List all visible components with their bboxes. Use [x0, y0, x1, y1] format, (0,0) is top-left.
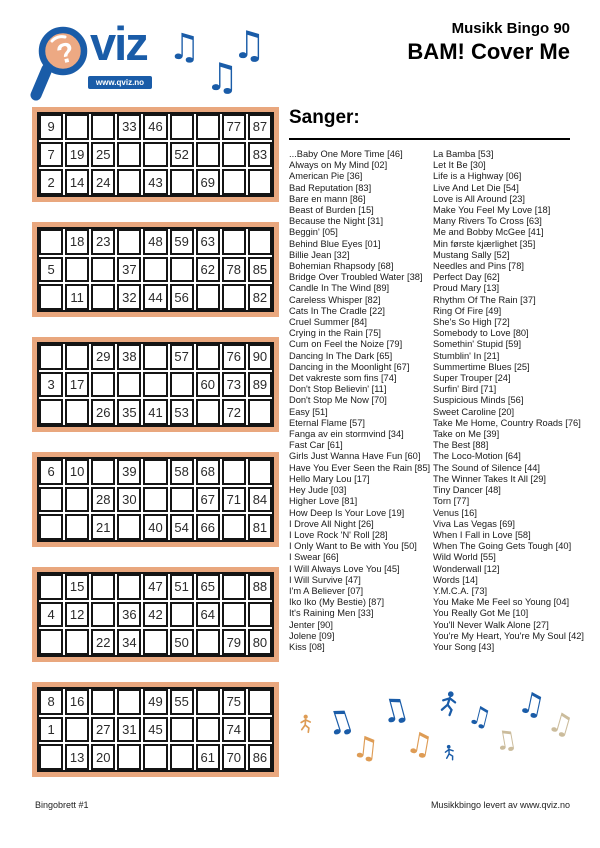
song-item: Stumblin' In [21] [433, 350, 500, 361]
song-item: Fanga av ein stormvind [34] [289, 429, 404, 440]
bingo-cell-empty [248, 229, 272, 255]
song-item: Candle In The Wind [89] [289, 283, 390, 294]
bingo-cell: 32 [117, 284, 141, 310]
song-item: Take Me Home, Country Roads [76] [433, 417, 581, 428]
song-item: When The Going Gets Tough [40] [433, 541, 572, 552]
bingo-cell: 29 [91, 344, 115, 370]
music-note-icon: ♫ [350, 729, 381, 768]
bingo-cell-empty [117, 229, 141, 255]
bingo-cell: 86 [248, 744, 272, 770]
song-item: Take on Me [39] [433, 429, 500, 440]
bingo-cell-empty [91, 602, 115, 628]
bingo-cell-empty [222, 514, 246, 540]
bingo-cell-empty [222, 142, 246, 168]
bingo-cell: 66 [196, 514, 220, 540]
song-item: I Will Survive [47] [289, 574, 361, 585]
bingo-cell: 63 [196, 229, 220, 255]
music-note-icon: ♫ [544, 704, 578, 743]
bingo-cell-empty [91, 574, 115, 600]
bingo-cell-empty [170, 744, 194, 770]
bingo-cell: 19 [65, 142, 89, 168]
bingo-cell: 54 [170, 514, 194, 540]
song-item: Proud Mary [13] [433, 283, 500, 294]
song-item: Summertime Blues [25] [433, 361, 530, 372]
bingo-cell: 1 [39, 717, 63, 743]
bingo-cell-empty [39, 229, 63, 255]
bingo-cell-empty [65, 114, 89, 140]
song-item: Needles and Pins [78] [433, 261, 524, 272]
bingo-cell: 17 [65, 372, 89, 398]
song-item: Mustang Sally [52] [433, 249, 510, 260]
song-item: Bohemian Rhapsody [68] [289, 261, 394, 272]
bingo-cell: 14 [65, 169, 89, 195]
bingo-cell: 33 [117, 114, 141, 140]
song-item: Y.M.C.A. [73] [433, 585, 488, 596]
song-item: I'm A Believer [07] [289, 585, 364, 596]
bingo-cell: 31 [117, 717, 141, 743]
song-item: Tiny Dancer [48] [433, 485, 501, 496]
song-item: Live And Let Die [54] [433, 182, 519, 193]
series-title: Musikk Bingo 90 [451, 20, 570, 37]
bingo-cell-empty [65, 487, 89, 513]
song-item: The Winner Takes It All [29] [433, 473, 546, 484]
bingo-cell-empty [143, 459, 167, 485]
dancer-icon [297, 713, 314, 737]
bingo-cell: 44 [143, 284, 167, 310]
song-item: Your Song [43] [433, 641, 495, 652]
bingo-cell-empty [196, 142, 220, 168]
music-note-icon: ♫ [205, 55, 240, 99]
bingo-cell-empty [170, 487, 194, 513]
bingo-grid-4 [32, 452, 279, 547]
song-item: Hello Mary Lou [17] [289, 473, 370, 484]
bingo-cell-empty [170, 372, 194, 398]
bingo-cell-empty [196, 689, 220, 715]
dancer-icon [441, 743, 458, 766]
music-note-icon: ♫ [319, 699, 359, 745]
bingo-cell: 22 [91, 629, 115, 655]
song-item: Beggin' [05] [289, 227, 338, 238]
song-item: Somethin' Stupid [59] [433, 339, 522, 350]
bingo-cell-empty [170, 169, 194, 195]
bingo-cell: 75 [222, 689, 246, 715]
bingo-cell: 76 [222, 344, 246, 370]
bingo-cell-empty [143, 487, 167, 513]
bingo-cell-empty [222, 229, 246, 255]
bingo-cell: 87 [248, 114, 272, 140]
song-item: Fast Car [61] [289, 440, 343, 451]
bingo-cell-empty [91, 689, 115, 715]
bingo-cell-empty [39, 629, 63, 655]
bingo-cell: 45 [143, 717, 167, 743]
bingo-cell: 52 [170, 142, 194, 168]
song-item: Jenter [90] [289, 619, 333, 630]
bingo-cell: 90 [248, 344, 272, 370]
music-note-icon: ♫ [464, 699, 495, 735]
bingo-cell: 41 [143, 399, 167, 425]
song-item: Eternal Flame [57] [289, 417, 365, 428]
song-item: I Swear [66] [289, 552, 339, 563]
bingo-cell-empty [117, 169, 141, 195]
bingo-cell: 37 [117, 257, 141, 283]
song-item: Words [14] [433, 574, 478, 585]
bingo-cell: 58 [170, 459, 194, 485]
bingo-cell: 60 [196, 372, 220, 398]
song-item: Ring Of Fire [49] [433, 305, 502, 316]
song-item: Det vakreste som fins [74] [289, 373, 397, 384]
song-item: Bad Reputation [83] [289, 182, 372, 193]
song-item: Don't Stop Believin' [11] [289, 384, 387, 395]
bingo-grid-2 [32, 222, 279, 317]
song-item: When I Fall in Love [58] [433, 529, 531, 540]
sheet-titles [407, 20, 570, 65]
song-item: Viva Las Vegas [69] [433, 518, 516, 529]
bingo-cell: 50 [170, 629, 194, 655]
song-item: Cats In The Cradle [22] [289, 305, 385, 316]
bingo-cell: 7 [39, 142, 63, 168]
bingo-cell: 12 [65, 602, 89, 628]
song-item: Make You Feel My Love [18] [433, 205, 551, 216]
bingo-cell-empty [222, 574, 246, 600]
bingo-cell: 83 [248, 142, 272, 168]
song-item: Suspicious Minds [56] [433, 395, 524, 406]
bingo-grid-6 [32, 682, 279, 777]
bingo-cell-empty [196, 284, 220, 310]
bingo-grid-1 [32, 107, 279, 202]
song-item: Hey Jude [03] [289, 485, 347, 496]
bingo-cell-empty [222, 602, 246, 628]
music-note-icon: ♫ [232, 23, 267, 67]
bingo-cell-empty [39, 284, 63, 310]
sheet-title: BAM! Cover Me [407, 39, 570, 64]
song-item: Beast of Burden [15] [289, 205, 374, 216]
bingo-cell-empty [170, 114, 194, 140]
song-item: You're My Heart, You're My Soul [42] [433, 630, 585, 641]
song-item: La Bamba [53] [433, 149, 494, 159]
bingo-cell-empty [248, 169, 272, 195]
dancer-icon [436, 689, 460, 721]
bingo-cell-empty [248, 459, 272, 485]
bingo-cell-empty [143, 142, 167, 168]
bingo-cell-empty [117, 689, 141, 715]
bingo-cell: 81 [248, 514, 272, 540]
song-item: I Only Want to Be with You [50] [289, 541, 417, 552]
bingo-cell: 34 [117, 629, 141, 655]
bingo-cell: 20 [91, 744, 115, 770]
bingo-cell: 5 [39, 257, 63, 283]
song-item: Me and Bobby McGee [41] [433, 227, 544, 238]
bingo-cell-empty [117, 142, 141, 168]
bingo-cell: 74 [222, 717, 246, 743]
bingo-cell: 55 [170, 689, 194, 715]
bingo-cell: 23 [91, 229, 115, 255]
bingo-cell: 18 [65, 229, 89, 255]
song-item: Cum on Feel the Noize [79] [289, 339, 403, 350]
bingo-cell-empty [39, 344, 63, 370]
bingo-cell: 27 [91, 717, 115, 743]
bingo-cell: 40 [143, 514, 167, 540]
bingo-cell-empty [248, 717, 272, 743]
song-item: Perfect Day [62] [433, 272, 500, 283]
song-item: Iko Iko (My Bestie) [87] [289, 597, 385, 608]
music-note-icon: ♫ [403, 724, 436, 765]
bingo-cell-empty [222, 284, 246, 310]
bingo-cell: 72 [222, 399, 246, 425]
bingo-cell: 51 [170, 574, 194, 600]
bingo-cell: 61 [196, 744, 220, 770]
bingo-cell: 73 [222, 372, 246, 398]
bingo-cell: 89 [248, 372, 272, 398]
bingo-cell: 88 [248, 574, 272, 600]
bingo-cell: 38 [117, 344, 141, 370]
song-item: Cruel Summer [84] [289, 317, 368, 328]
bingo-cell-empty [143, 372, 167, 398]
song-item: I Will Always Love You [45] [289, 563, 400, 574]
bingo-cell: 24 [91, 169, 115, 195]
bingo-cell-empty [91, 257, 115, 283]
bingo-cell-empty [248, 602, 272, 628]
songs-divider [289, 138, 570, 140]
bingo-cell-empty [65, 717, 89, 743]
bingo-cell: 65 [196, 574, 220, 600]
music-note-icon: ♫ [491, 724, 520, 758]
bingo-cell: 25 [91, 142, 115, 168]
song-item: I Drove All Night [26] [289, 518, 374, 529]
song-item: Let It Be [30] [433, 160, 486, 171]
bingo-cell: 8 [39, 689, 63, 715]
song-item: The Sound of Silence [44] [433, 462, 540, 473]
song-item: Life is a Highway [06] [433, 171, 522, 182]
bingo-cell: 9 [39, 114, 63, 140]
bingo-cell-empty [91, 114, 115, 140]
song-item: Bare en mann [86] [289, 193, 366, 204]
song-list-col1 [289, 149, 432, 653]
magnifier-icon [30, 25, 96, 103]
bingo-cell-empty [222, 169, 246, 195]
bingo-cell-empty [39, 574, 63, 600]
song-item: Super Trouper [24] [433, 373, 511, 384]
svg-text:?: ? [53, 35, 78, 71]
bingo-cell: 4 [39, 602, 63, 628]
bingo-cell: 79 [222, 629, 246, 655]
bingo-cell: 39 [117, 459, 141, 485]
bingo-cell: 70 [222, 744, 246, 770]
bingo-cell: 62 [196, 257, 220, 283]
bingo-cell-empty [196, 629, 220, 655]
footer-credit: Musikkbingo levert av www.qviz.no [430, 800, 570, 810]
bingo-cell: 53 [170, 399, 194, 425]
song-item: Billie Jean [32] [289, 249, 350, 260]
bingo-cell-empty [143, 744, 167, 770]
song-item: Crying in the Rain [75] [289, 328, 381, 339]
bingo-cell: 35 [117, 399, 141, 425]
song-item: Jolene [09] [289, 630, 335, 641]
bingo-cell-empty [222, 459, 246, 485]
music-decoration [280, 684, 580, 788]
bingo-cell: 46 [143, 114, 167, 140]
song-item: Dancing in the Moonlight [67] [289, 361, 410, 372]
song-item: Min første kjærlighet [35] [433, 238, 536, 249]
bingo-cell: 82 [248, 284, 272, 310]
bingo-cell-empty [170, 257, 194, 283]
bingo-cell-empty [117, 372, 141, 398]
song-item: Many Rivers To Cross [63] [433, 216, 542, 227]
song-item: Always on My Mind [02] [289, 160, 388, 171]
song-item: Have You Ever Seen the Rain [85] [289, 462, 431, 473]
bingo-cell: 21 [91, 514, 115, 540]
song-list-col2 [433, 149, 585, 653]
song-item: Wonderwall [12] [433, 563, 500, 574]
song-item: Because the Night [31] [289, 216, 384, 227]
bingo-cell-empty [65, 514, 89, 540]
bingo-cell: 49 [143, 689, 167, 715]
songs-heading: Sanger: [289, 107, 360, 128]
song-item: Easy [51] [289, 406, 328, 417]
song-item: ...Baby One More Time [46] [289, 149, 403, 159]
song-item: How Deep Is Your Love [19] [289, 507, 405, 518]
song-item: It's Raining Men [33] [289, 608, 374, 619]
bingo-cell: 47 [143, 574, 167, 600]
bingo-cell: 42 [143, 602, 167, 628]
music-note-icon: ♫ [375, 687, 414, 733]
bingo-cell-empty [196, 344, 220, 370]
song-item: American Pie [36] [289, 171, 363, 182]
bingo-cell-empty [39, 399, 63, 425]
bingo-cell: 3 [39, 372, 63, 398]
bingo-cell-empty [117, 744, 141, 770]
bingo-cell: 64 [196, 602, 220, 628]
bingo-cell: 28 [91, 487, 115, 513]
bingo-cell-empty [196, 717, 220, 743]
bingo-cell: 2 [39, 169, 63, 195]
bingo-cell: 10 [65, 459, 89, 485]
bingo-cell: 59 [170, 229, 194, 255]
bingo-cell: 56 [170, 284, 194, 310]
song-item: Dancing In The Dark [65] [289, 350, 393, 361]
song-item: Kiss [08] [289, 641, 325, 652]
song-item: Girls Just Wanna Have Fun [60] [289, 451, 421, 462]
bingo-cell: 68 [196, 459, 220, 485]
bingo-cell-empty [39, 487, 63, 513]
song-item: Higher Love [81] [289, 496, 358, 507]
bingo-cell-empty [143, 344, 167, 370]
bingo-cell-empty [143, 629, 167, 655]
song-item: Behind Blue Eyes [01] [289, 238, 381, 249]
bingo-cell: 67 [196, 487, 220, 513]
bingo-cell: 30 [117, 487, 141, 513]
song-item: I Love Rock 'N' Roll [28] [289, 529, 388, 540]
bingo-cell-empty [117, 574, 141, 600]
song-item: Wild World [55] [433, 552, 496, 563]
bingo-cell: 43 [143, 169, 167, 195]
song-item: Don't Stop Me Now [70] [289, 395, 387, 406]
song-item: You'll Never Walk Alone [27] [433, 619, 549, 630]
bingo-cell: 69 [196, 169, 220, 195]
bingo-grid-5 [32, 567, 279, 662]
sheet-number: Bingobrett #1 [35, 800, 89, 810]
bingo-cell-empty [39, 514, 63, 540]
bingo-grid-3 [32, 337, 279, 432]
bingo-cell: 13 [65, 744, 89, 770]
bingo-cell: 16 [65, 689, 89, 715]
song-item: Rhythm Of The Rain [37] [433, 294, 536, 305]
song-item: She's So High [72] [433, 317, 510, 328]
bingo-cell: 71 [222, 487, 246, 513]
song-item: Surfin' Bird [71] [433, 384, 497, 395]
bingo-cell-empty [91, 372, 115, 398]
bingo-cell-empty [65, 399, 89, 425]
bingo-cell: 77 [222, 114, 246, 140]
bingo-cell: 78 [222, 257, 246, 283]
music-note-icon: ♫ [514, 684, 549, 725]
bingo-cell-empty [170, 602, 194, 628]
song-item: The Best [88] [433, 440, 489, 451]
song-item: Torn [77] [433, 496, 470, 507]
bingo-cell-empty [91, 284, 115, 310]
song-item: Careless Whisper [82] [289, 294, 381, 305]
bingo-cell-empty [196, 114, 220, 140]
song-item: The Loco-Motion [64] [433, 451, 521, 462]
song-item: Sweet Caroline [20] [433, 406, 515, 417]
bingo-cell: 85 [248, 257, 272, 283]
logo-url-text: www.qviz.no [88, 76, 152, 89]
bingo-cell: 26 [91, 399, 115, 425]
bingo-cell-empty [248, 399, 272, 425]
bingo-cell-empty [65, 257, 89, 283]
bingo-cell: 48 [143, 229, 167, 255]
bingo-cell: 15 [65, 574, 89, 600]
song-item: Love is All Around [23] [433, 193, 525, 204]
bingo-cell-empty [143, 257, 167, 283]
bingo-cell: 11 [65, 284, 89, 310]
music-note-icon: ♫ [168, 27, 201, 68]
bingo-cell-empty [196, 399, 220, 425]
bingo-cell: 36 [117, 602, 141, 628]
bingo-cell-empty [39, 744, 63, 770]
bingo-cell: 57 [170, 344, 194, 370]
bingo-cell-empty [248, 689, 272, 715]
song-item: Venus [16] [433, 507, 477, 518]
song-item: Somebody to Love [80] [433, 328, 529, 339]
bingo-cell-empty [65, 344, 89, 370]
bingo-cell: 84 [248, 487, 272, 513]
bingo-cell-empty [170, 717, 194, 743]
song-item: Bridge Over Troubled Water [38] [289, 272, 423, 283]
logo-brand-text: viz [90, 17, 147, 70]
bingo-cell-empty [91, 459, 115, 485]
bingo-cell: 80 [248, 629, 272, 655]
bingo-cell-empty [117, 514, 141, 540]
bingo-cell-empty [65, 629, 89, 655]
song-item: You Make Me Feel so Young [04] [433, 597, 570, 608]
bingo-cell: 6 [39, 459, 63, 485]
song-item: You Really Got Me [10] [433, 608, 529, 619]
